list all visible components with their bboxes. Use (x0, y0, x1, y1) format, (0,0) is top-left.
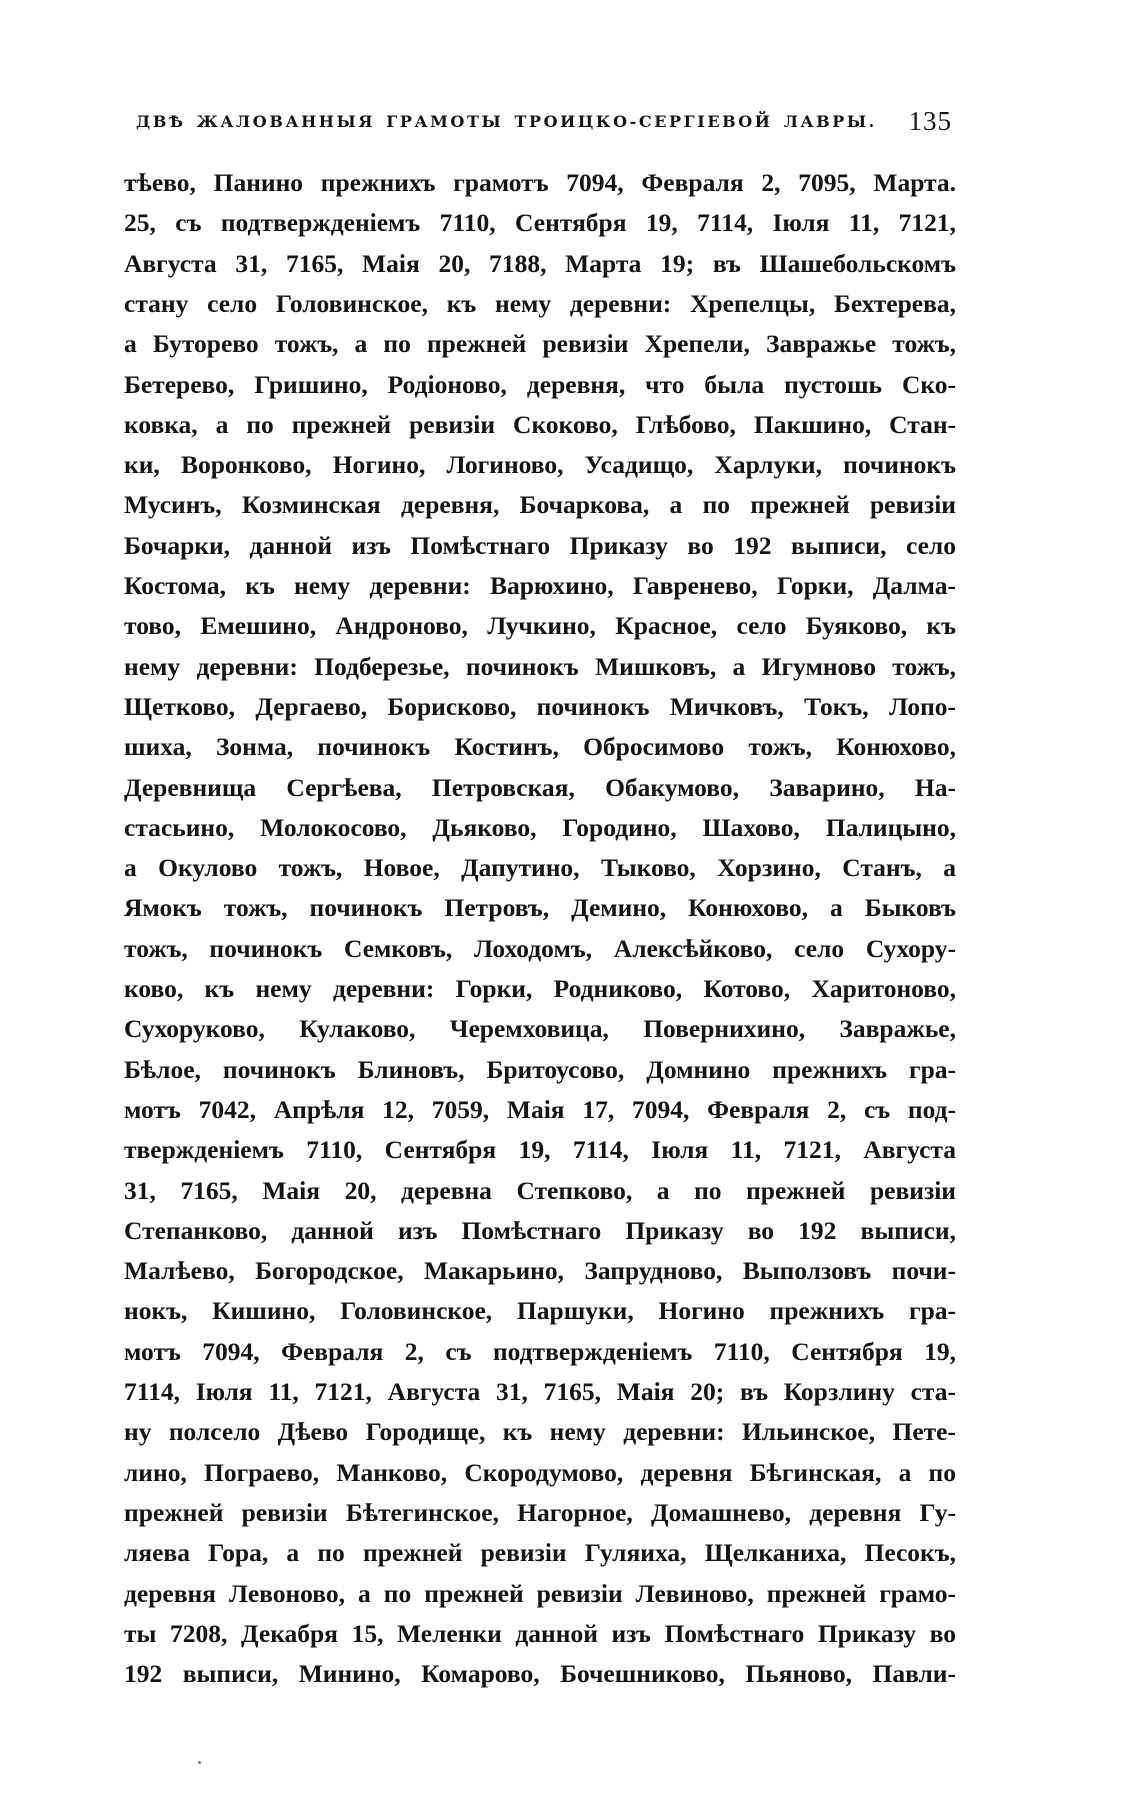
text-line: а Окулово тожъ, Новое, Дапутино, Тыково, Хорзино, Станъ, а (124, 853, 956, 883)
text-line: нему деревни: Подберезье, починокъ Мишковъ, а Игумново тожъ, (124, 651, 956, 681)
text-line: стасьино, Молокосово, Дьяково, Городино, Шахово, Палицыно, (124, 812, 956, 842)
text-line: Степанково, данной изъ Помѣстнаго Приказу во 192 выписи, (124, 1215, 956, 1245)
text-line: Ямокъ тожъ, починокъ Петровъ, Демино, Конюхово, а Быковъ (124, 893, 956, 923)
text-line: стану село Головинское, къ нему деревни: Хрепелцы, Бехтерева, (124, 288, 956, 318)
text-line: мотъ 7094, Февраля 2, съ подтвержденіемъ 7110, Сентября 19, (124, 1336, 956, 1366)
text-line: Щетково, Дергаево, Борисково, починокъ Мичковъ, Токъ, Лопо- (124, 691, 956, 721)
text-line: 31, 7165, Маія 20, деревна Степково, а по прежней ревизіи (124, 1175, 956, 1205)
text-line: тожъ, починокъ Семковъ, Лоходомъ, Алексѣйково, село Сухору- (124, 933, 956, 963)
text-line: 192 выписи, Минино, Комарово, Бочешниково, Пьяново, Павли- (124, 1659, 956, 1689)
text-line: 7114, Іюля 11, 7121, Августа 31, 7165, Маія 20; въ Корзлину ста- (124, 1377, 956, 1406)
text-line: ково, къ нему деревни: Горки, Родниково, Котово, Харитоново, (124, 974, 956, 1003)
text-line: Бѣлое, починокъ Блиновъ, Бритоусово, Домнино прежнихъ гра- (124, 1054, 956, 1084)
text-line: тѣево, Панино прежнихъ грамотъ 7094, Февраля 2, 7095, Марта. (124, 168, 956, 197)
text-line: Костома, къ нему деревни: Варюхино, Гавренево, Горки, Далма- (124, 571, 956, 600)
text-line: Деревнища Сергѣева, Петровская, Обакумово, Заварино, На- (124, 772, 956, 802)
text-line: Бетерево, Гришино, Родіоново, деревня, что была пустошь Ско- (124, 369, 956, 399)
text-line: Мусинъ, Козминская деревня, Бочаркова, а по прежней ревизіи (124, 490, 956, 520)
running-title: ДВѢ ЖАЛОВАННЫЯ ГРАМОТЫ ТРОИЦКО-СЕРГІЕВОЙ ЛАВРЫ. (136, 112, 877, 131)
text-line: Сухоруково, Кулаково, Черемховица, Повернихино, Завражье, (124, 1014, 956, 1044)
text-line: Малѣево, Богородское, Макарьино, Запрудново, Выползовъ почи- (124, 1256, 956, 1286)
text-line: лино, Пограево, Манково, Скородумово, деревня Бѣгинская, а по (124, 1457, 956, 1487)
text-line: мотъ 7042, Апрѣля 12, 7059, Маія 17, 7094, Февраля 2, съ под- (124, 1094, 956, 1124)
text-line: 25, съ подтвержденіемъ 7110, Сентября 19, 7114, Іюля 11, 7121, (124, 208, 956, 238)
text-line: тово, Емешино, Андроново, Лучкино, Красное, село Буяково, къ (124, 611, 956, 641)
text-line: нокъ, Кишино, Головинское, Паршуки, Ногино прежнихъ гра- (124, 1296, 956, 1326)
text-line: шиха, Зонма, починокъ Костинъ, Обросимово тожъ, Конюхово, (124, 732, 956, 762)
running-head (112, 108, 952, 148)
text-line: ну полсело Дѣево Городище, къ нему деревни: Ильинское, Пете- (124, 1417, 956, 1447)
text-line: ковка, а по прежней ревизіи Скоково, Глѣбово, Пакшино, Стан- (124, 409, 956, 439)
text-line: а Буторево тожъ, а по прежней ревизіи Хрепели, Завражье тожъ, (124, 329, 956, 359)
text-line: ки, Воронково, Ногино, Логиново, Усадищо, Харлуки, починокъ (124, 450, 956, 480)
text-line: ляева Гора, а по прежней ревизіи Гуляиха, Щелканиха, Песокъ, (124, 1538, 956, 1568)
print-speck (198, 1761, 201, 1764)
page-number: 135 (908, 106, 952, 136)
text-line: Августа 31, 7165, Маія 20, 7188, Марта 19; въ Шашебольскомъ (124, 248, 956, 278)
text-line: твержденіемъ 7110, Сентября 19, 7114, Іюля 11, 7121, Августа (124, 1135, 956, 1165)
text-line: прежней ревизіи Бѣтегинское, Нагорное, Домашнево, деревня Гу- (124, 1497, 956, 1527)
text-line: Бочарки, данной изъ Помѣстнаго Приказу во 192 выписи, село (124, 530, 956, 560)
text-line: ты 7208, Декабря 15, Меленки данной изъ Помѣстнаго Приказу во (124, 1618, 956, 1648)
text-line: деревня Левоново, а по прежней ревизіи Левиново, прежней грамо- (124, 1578, 956, 1608)
